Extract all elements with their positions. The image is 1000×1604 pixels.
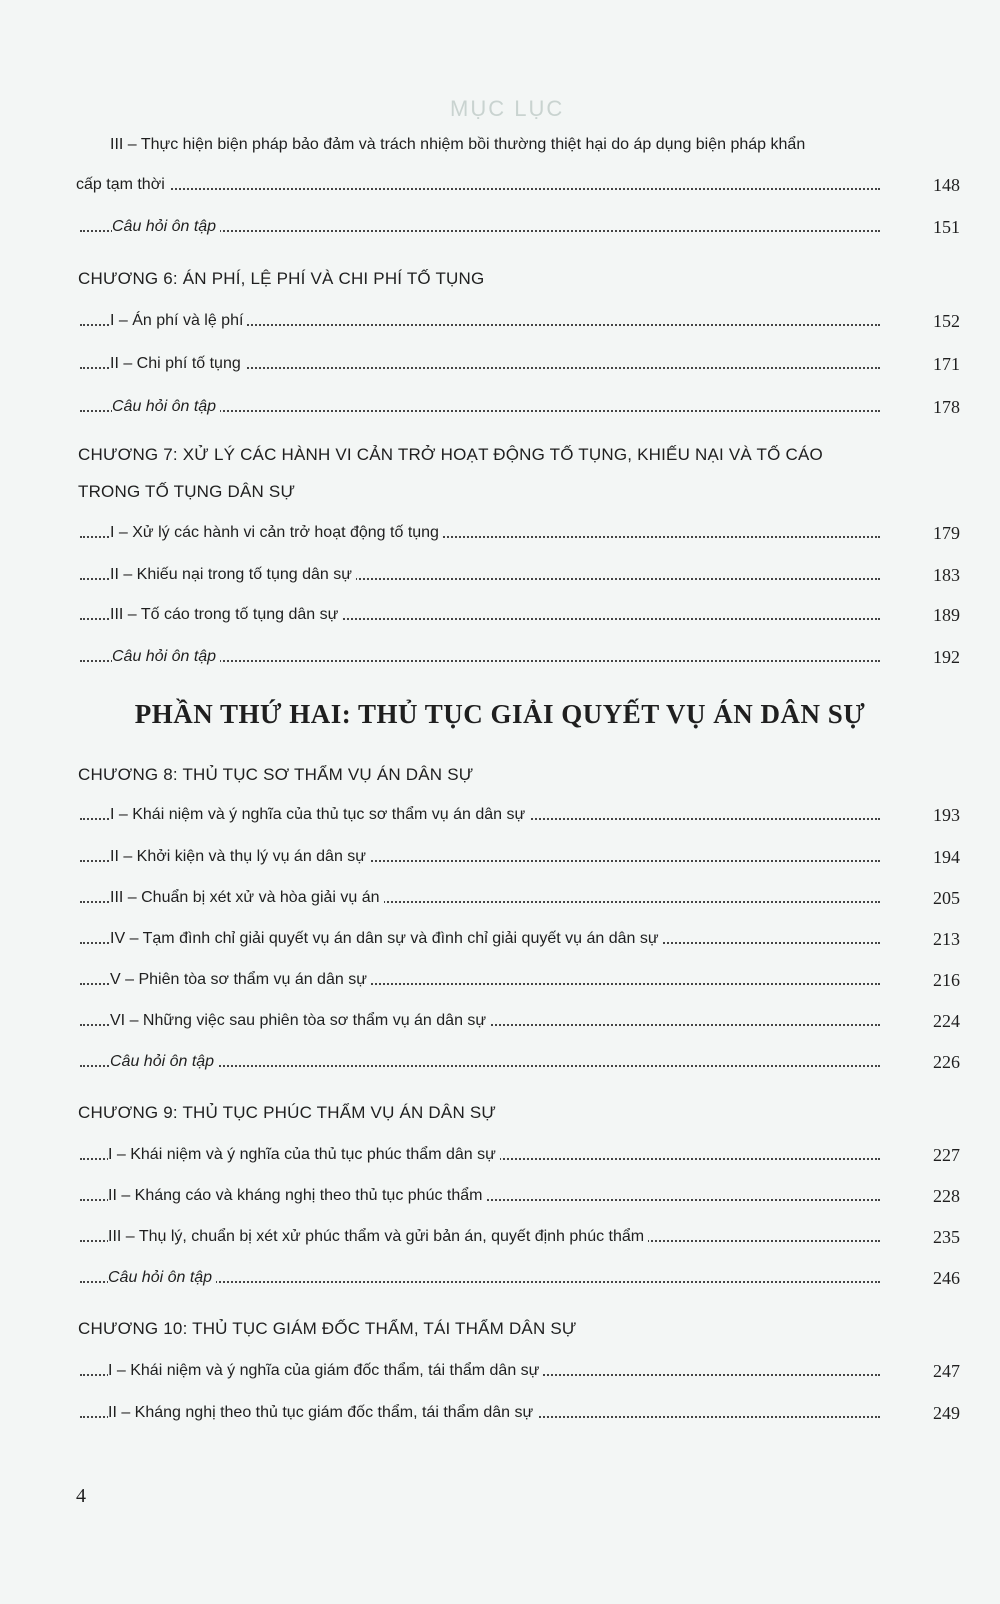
entry-label: Câu hỏi ôn tập bbox=[108, 1267, 216, 1289]
page-number: 4 bbox=[76, 1485, 86, 1507]
entry-page: 205 bbox=[933, 888, 960, 908]
entry-page: 189 bbox=[933, 605, 960, 625]
entry-label: VI – Những việc sau phiên tòa sơ thẩm vụ án dân sự bbox=[110, 1010, 490, 1032]
entry-label: II – Khởi kiện và thụ lý vụ án dân sự bbox=[110, 846, 370, 868]
toc-entry bbox=[0, 353, 1000, 375]
toc-entry bbox=[0, 1051, 1000, 1073]
entry-label: I – Khái niệm và ý nghĩa của thủ tục sơ thẩm vụ án dân sự bbox=[110, 804, 529, 826]
dot-leader bbox=[80, 188, 880, 190]
toc-entry bbox=[0, 1360, 1000, 1382]
entry-page: 228 bbox=[933, 1186, 960, 1206]
entry-page: 249 bbox=[933, 1403, 960, 1423]
entry-label: IV – Tạm đình chỉ giải quyết vụ án dân sự và đình chỉ giải quyết vụ án dân sự bbox=[110, 928, 663, 950]
entry-label: II – Khiếu nại trong tố tụng dân sự bbox=[110, 564, 356, 586]
entry-page: 235 bbox=[933, 1227, 960, 1247]
entry-page: 151 bbox=[933, 217, 960, 237]
entry-label: Câu hỏi ôn tập bbox=[112, 396, 220, 418]
entry-page: 152 bbox=[933, 311, 960, 331]
entry-page: 171 bbox=[933, 354, 960, 374]
toc-entry bbox=[0, 604, 1000, 626]
chapter-9-title: CHƯƠNG 9: THỦ TỤC PHÚC THẨM VỤ ÁN DÂN SỰ bbox=[78, 1103, 497, 1122]
entry-page: 148 bbox=[933, 175, 960, 195]
entry-page: 213 bbox=[933, 929, 960, 949]
toc-entry bbox=[0, 216, 1000, 238]
entry-page: 227 bbox=[933, 1145, 960, 1165]
toc-entry-continued bbox=[0, 174, 1000, 196]
entry-label: cấp tạm thời bbox=[76, 174, 169, 196]
entry-label: Câu hỏi ôn tập bbox=[110, 1051, 218, 1073]
chapter-10-title: CHƯƠNG 10: THỦ TỤC GIÁM ĐỐC THẨM, TÁI THẨM DÂN SỰ bbox=[78, 1319, 577, 1338]
entry-label: Câu hỏi ôn tập bbox=[112, 646, 220, 668]
chapter-7-title-line1: CHƯƠNG 7: XỬ LÝ CÁC HÀNH VI CẢN TRỞ HOẠT ĐỘNG TỐ TỤNG, KHIẾU NẠI VÀ TỐ CÁO bbox=[78, 445, 823, 464]
chapter-7-title-line2: TRONG TỐ TỤNG DÂN SỰ bbox=[78, 482, 296, 501]
entry-label: II – Kháng nghị theo thủ tục giám đốc thẩm, tái thẩm dân sự bbox=[108, 1402, 537, 1424]
part-2-title: PHẦN THỨ HAI: THỦ TỤC GIẢI QUYẾT VỤ ÁN DÂN SỰ bbox=[134, 699, 866, 729]
entry-page: 246 bbox=[933, 1268, 960, 1288]
toc-entry bbox=[0, 646, 1000, 668]
chapter-6-title: CHƯƠNG 6: ÁN PHÍ, LỆ PHÍ VÀ CHI PHÍ TỐ TỤNG bbox=[78, 269, 485, 288]
entry-page: 226 bbox=[933, 1052, 960, 1072]
entry-label: III – Thụ lý, chuẩn bị xét xử phúc thẩm và gửi bản án, quyết định phúc thẩm bbox=[108, 1226, 648, 1248]
toc-entry bbox=[0, 887, 1000, 909]
entry-page: 179 bbox=[933, 523, 960, 543]
continued-entry-line1: III – Thực hiện biện pháp bảo đảm và trách nhiệm bồi thường thiệt hại do áp dụng biện pháp khẩn bbox=[110, 136, 806, 153]
entry-label: II – Chi phí tố tụng bbox=[110, 353, 245, 375]
entry-label: II – Kháng cáo và kháng nghị theo thủ tục phúc thẩm bbox=[108, 1185, 486, 1207]
entry-page: 192 bbox=[933, 647, 960, 667]
show-through-heading: MỤC LỤC bbox=[450, 96, 565, 121]
entry-label: I – Khái niệm và ý nghĩa của thủ tục phúc thẩm dân sự bbox=[108, 1144, 500, 1166]
toc-entry bbox=[0, 846, 1000, 868]
entry-page: 247 bbox=[933, 1361, 960, 1381]
toc-entry bbox=[0, 928, 1000, 950]
entry-label: III – Tố cáo trong tố tụng dân sự bbox=[110, 604, 342, 626]
toc-entry bbox=[0, 1010, 1000, 1032]
entry-page: 183 bbox=[933, 565, 960, 585]
entry-label: III – Chuẩn bị xét xử và hòa giải vụ án bbox=[110, 887, 384, 909]
toc-entry bbox=[0, 804, 1000, 826]
chapter-8-title: CHƯƠNG 8: THỦ TỤC SƠ THẨM VỤ ÁN DÂN SỰ bbox=[78, 765, 474, 784]
toc-entry bbox=[0, 564, 1000, 586]
toc-entry bbox=[0, 1185, 1000, 1207]
toc-entry bbox=[0, 969, 1000, 991]
entry-page: 194 bbox=[933, 847, 960, 867]
toc-entry bbox=[0, 1144, 1000, 1166]
toc-entry bbox=[0, 1267, 1000, 1289]
entry-label: I – Khái niệm và ý nghĩa của giám đốc thẩm, tái thẩm dân sự bbox=[108, 1360, 543, 1382]
toc-entry bbox=[0, 396, 1000, 418]
entry-page: 193 bbox=[933, 805, 960, 825]
entry-page: 216 bbox=[933, 970, 960, 990]
entry-label: I – Xử lý các hành vi cản trở hoạt động tố tụng bbox=[110, 522, 443, 544]
toc-entry bbox=[0, 1226, 1000, 1248]
entry-label: Câu hỏi ôn tập bbox=[112, 216, 220, 238]
entry-label: I – Án phí và lệ phí bbox=[110, 310, 247, 332]
entry-page: 224 bbox=[933, 1011, 960, 1031]
toc-entry bbox=[0, 310, 1000, 332]
entry-label: V – Phiên tòa sơ thẩm vụ án dân sự bbox=[110, 969, 371, 991]
toc-entry bbox=[0, 522, 1000, 544]
toc-entry bbox=[0, 1402, 1000, 1424]
entry-page: 178 bbox=[933, 397, 960, 417]
